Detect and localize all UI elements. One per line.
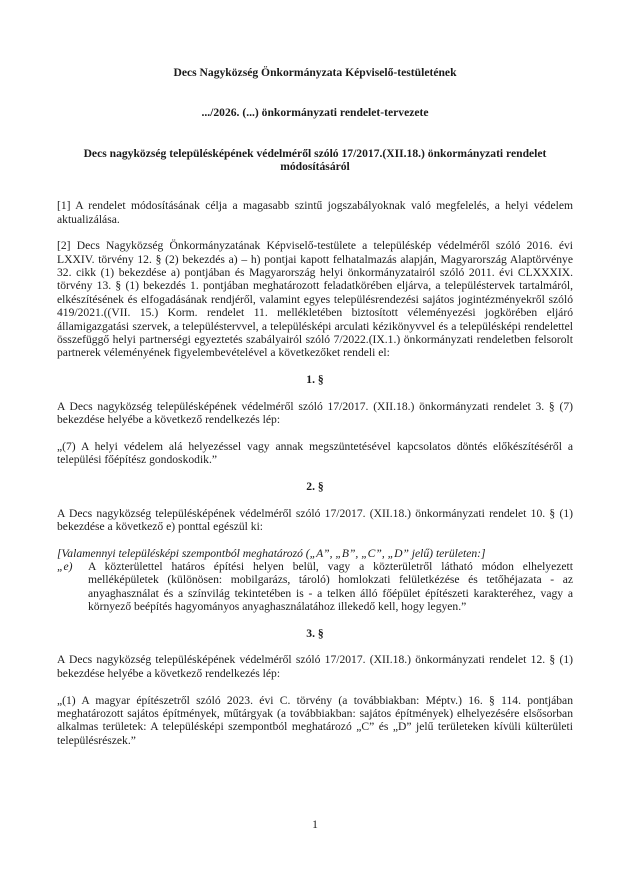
section-1-heading: 1. §	[306, 372, 324, 386]
page-number: 1	[312, 818, 318, 831]
point-e-marker: „e)	[57, 559, 73, 573]
section-2-heading: 2. §	[306, 479, 324, 493]
org-title: Decs Nagyközség Önkormányzata Képviselő-testületének	[173, 66, 457, 79]
section-3-intro: A Decs nagyközség településképének védelméről szóló 17/2017. (XII.18.) önkormányzati rendelet 12. § (1) bekezdése helyébe a következő rendelkezés lép:	[57, 653, 573, 680]
section-1-intro: A Decs nagyközség településképének védelméről szóló 17/2017. (XII.18.) önkormányzati rendelet 3. § (7) bekezdése helyébe a következő rendelkezés lép:	[57, 399, 573, 427]
preamble-paragraph-1: [1] A rendelet módosításának célja a magasabb szintű jogszabályoknak való megfelelés, a helyi védelem aktualizálása.	[57, 199, 573, 226]
section-3-heading: 3. §	[306, 626, 324, 640]
decree-number-title: .../2026. (...) önkormányzati rendelet-tervezete	[201, 106, 429, 120]
preamble-paragraph-2: [2] Decs Nagyközség Önkormányzatának Képviselő-testülete a településkép védelméről szóló 2016. évi LXXIV. törvény 12. § (2) bekezdés a) – h) pontjai kapott felhatalmazás alapján, Magyarország Alaptörvénye 32. cikk (1) bekezdése a) pontjában és Magyarország helyi önkormányzatairól szóló 2011. évi CLXXXIX. törvény 13. § (1) bekezdés 1. pontjában meghatározott feladatkörében eljárva, a településtervek tartalmáról, elkészítésének és elfogadásának rendjéről, valamint egyes településrendezési sajátos jogintézményekről szóló 419/2021.((VII. 15.) Korm. rendelet 11. mellékletében biztosított véleményezési jogkörében eljáró államigazgatási szervek, a településtervvel, a településképi arculati kézikönyvvel és a településképi rendelettel összefüggő helyi partnerségi egyeztetés szabályairól szóló 7/2022.(IX.1.) önkormányzati rendeletben felsorolt partnerek véleményének figyelembevételével a következőket rendeli el:	[57, 239, 573, 360]
section-2-scope-note: [Valamennyi településképi szempontból meghatározó („A”, „B”, „C”, „D” jelű) területen:]	[57, 546, 486, 560]
section-2-intro: A Decs nagyközség településképének védelméről szóló 17/2017. (XII.18.) önkormányzati rendelet 10. § (1) bekezdése a következő e) ponttal egészül ki:	[57, 506, 573, 533]
point-e-text: A közterülettel határos építési helyen belül, vagy a közterületről látható módon elhelyezett melléképületek (különösen: mobilgarázs, tároló) homlokzati felületkézése és tetőhéjazata - az anyaghasználat és a színvilág tekintetében is - a telken álló főépület építészeti karakteréhez, vagy a környező beépítés hagyományos anyaghasználatához illekedő kell, hogy legyen.”	[88, 559, 573, 614]
section-2-point-e	[57, 560, 573, 613]
decree-subject-title: Decs nagyközség településképének védelméről szóló 17/2017.(XII.18.) önkormányzati rendelet módosításáról	[83, 146, 547, 174]
section-3-quote: „(1) A magyar építészetről szóló 2023. évi C. törvény (a továbbiakban: Méptv.) 16. § 114. pontjában meghatározott sajátos építmények, műtárgyak (a továbbiakban: sajátos építmények) elhelyezésére elsősorban alkalmas területek: A településképi szempontból meghatározó „C” és „D” jelű területeken kívüli külterületi településrészek.”	[57, 693, 573, 747]
section-1-quote: „(7) A helyi védelem alá helyezéssel vagy annak megszüntetésével kapcsolatos döntés előkészítéséről a települési főépítész gondoskodik.”	[57, 439, 573, 467]
